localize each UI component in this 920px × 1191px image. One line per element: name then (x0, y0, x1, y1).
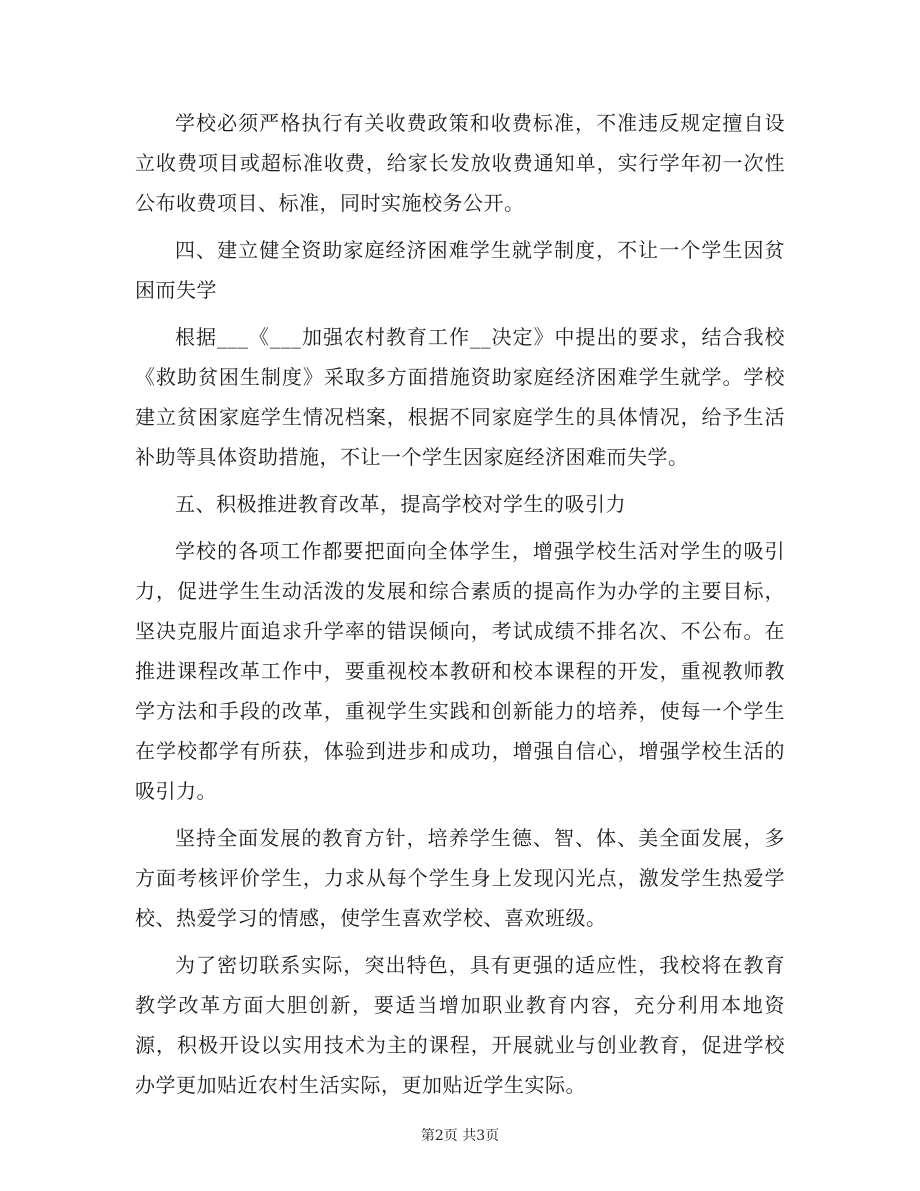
paragraph-financial-aid: 根据___《___加强农村教育工作__决定》中提出的要求，结合我校《救助贫困生制度》采取多方面措施资助家庭经济困难学生就学。学校建立贫困家庭学生情况档案，根据不同家庭学生的具体情况，给予生活补助等具体资助措施，不让一个学生因家庭经济困难而失学。 (135, 325, 785, 469)
paragraph-local-practice: 为了密切联系实际，突出特色，具有更强的适应性，我校将在教育教学改革方面大胆创新，要适当增加职业教育内容，充分利用本地资源，积极开设以实用技术为主的课程，开展就业与创业教育，促进学校办学更加贴近农村生活实际，更加贴近学生实际。 (135, 953, 785, 1097)
page-number: 第2页 共3页 (420, 1128, 500, 1144)
paragraph-all-round-development: 坚持全面发展的教育方针，培养学生德、智、体、美全面发展，多方面考核评价学生，力求从每个学生身上发现闪光点，激发学生热爱学校、热爱学习的情感，使学生喜欢学校、喜欢班级。 (135, 826, 785, 930)
paragraph-education-reform: 学校的各项工作都要把面向全体学生，增强学校生活对学生的吸引力，促进学生生动活泼的发展和综合素质的提高作为办学的主要目标，坚决克服片面追求升学率的错误倾向，考试成绩不排名次、不公布。在推进课程改革工作中，要重视校本教研和校本课程的开发，重视教师教学方法和手段的改革，重视学生实践和创新能力的培养，使每一个学生在学校都学有所获，体验到进步和成功，增强自信心，增强学校生活的吸引力。 (135, 539, 785, 803)
document-body (135, 103, 785, 1112)
heading-section-five: 五、积极推进教育改革，提高学校对学生的吸引力 (175, 492, 626, 516)
heading-section-four: 四、建立健全资助家庭经济困难学生就学制度，不让一个学生因贫困而失学 (135, 238, 785, 302)
paragraph-fee-policy: 学校必须严格执行有关收费政策和收费标准，不准违反规定擅自设立收费项目或超标准收费，给家长发放收费通知单，实行学年初一次性公布收费项目、标准，同时实施校务公开。 (135, 111, 785, 215)
